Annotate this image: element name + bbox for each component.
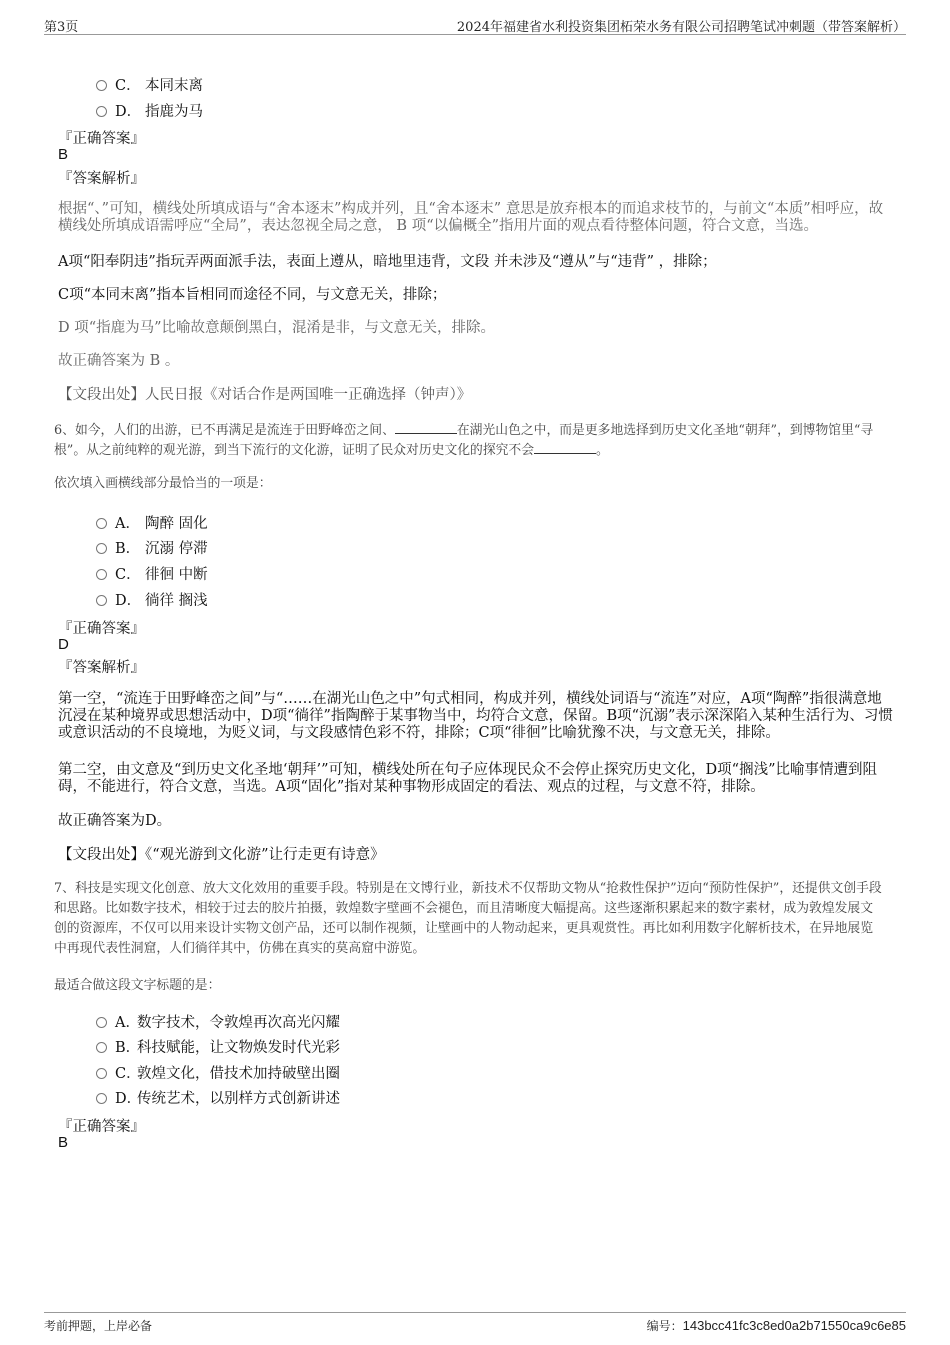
q5-analysis-paragraph: A项“阳奉阴违”指玩弄两面派手法，表面上遵从，暗地里违背，文段 并未涉及“遵从”与“违背” ，排除； bbox=[58, 254, 717, 270]
document-code: 编号：143bcc41fc3c8ed0a2b71550ca9c6e85 bbox=[646, 1318, 906, 1333]
radio-icon[interactable] bbox=[96, 106, 107, 117]
radio-icon[interactable] bbox=[96, 1042, 107, 1053]
q5-source: 【文段出处】人民日报《对话合作是两国唯一正确选择（钟声）》 bbox=[58, 387, 472, 403]
radio-icon[interactable] bbox=[96, 1017, 107, 1028]
page-footer bbox=[44, 1312, 906, 1335]
radio-icon[interactable] bbox=[96, 595, 107, 606]
q6-option-d[interactable]: D． 徜徉 搁浅 bbox=[96, 589, 208, 610]
q5-answer: B bbox=[58, 146, 69, 163]
page-header bbox=[44, 14, 906, 35]
q6-prompt: 依次填入画横线部分最恰当的一项是： bbox=[54, 476, 272, 491]
radio-icon[interactable] bbox=[96, 1068, 107, 1079]
q7-prompt: 最适合做这段文字标题的是： bbox=[54, 978, 221, 993]
radio-icon[interactable] bbox=[96, 1093, 107, 1104]
blank-line bbox=[534, 441, 596, 454]
radio-icon[interactable] bbox=[96, 518, 107, 529]
q5-analysis-paragraph: D 项“指鹿为马”比喻故意颠倒黑白，混淆是非，与文意无关，排除。 bbox=[58, 320, 496, 336]
q6-option-a[interactable]: A． 陶醉 固化 bbox=[96, 512, 208, 533]
q6-analysis-paragraph: 第二空，由文意及“到历史文化圣地‘朝拜’”可知，横线处所在句子应体现民众不会停止探究历史文化，D项“搁浅”比喻事情遭到阻碍，不能进行，符合文意，当选。A项“固化”指对某种事物形成固定的看法、观点的过程，与文意不符，排除。 bbox=[58, 762, 877, 795]
q5-answer-label: 『正确答案』 bbox=[58, 131, 145, 147]
radio-icon[interactable] bbox=[96, 569, 107, 580]
q7-answer-label: 『正确答案』 bbox=[58, 1119, 145, 1135]
q5-analysis-paragraph: 根据“、”可知，横线处所填成语与“舍本逐末”构成并列，且“舍本逐末” 意思是放弃根本的而追求枝节的，与前文“本质”相呼应，故横线处所填成语需呼应“全局”，表达忽视全局之意， B 项“以偏概全”指用片面的观点看待整体问题，符合文意，当选。 bbox=[58, 201, 884, 234]
q5-analysis-paragraph: 故正确答案为 B 。 bbox=[58, 353, 180, 369]
q7-stem: 7、科技是实现文化创意、放大文化效用的重要手段。特别是在文博行业，新技术不仅帮助文物从“抢救性保护”迈向“预防性保护”，还提供文创手段和思路。比如数字技术，相较于过去的胶片拍摄，敦煌数字壁画不会褪色，而且清晰度大幅提高。这些逐渐积累起来的数字素材，成为敦煌发展文创的资源库，不仅可以用来设计实物文创产品，还可以制作视频，让壁画中的人物动起来，更具观赏性。再比如利用数字化解析技术，在异地展览中再现代表性洞窟，人们徜徉其中，仿佛在真实的莫高窟中游览。 bbox=[54, 881, 882, 956]
q5-option-c[interactable]: C． 本同末离 bbox=[96, 74, 203, 95]
page-number: 第3页 bbox=[44, 20, 79, 35]
q5-analysis-label: 『答案解析』 bbox=[58, 171, 145, 187]
document-title: 2024年福建省水利投资集团柘荣水务有限公司招聘笔试冲刺题（带答案解析） bbox=[456, 20, 906, 35]
q6-stem: 6、如今，人们的出游，已不再满足是流连于田野峰峦之间、 在湖光山色之中，而是更多地选择到历史文化圣地“朝拜”，到博物馆里“寻根”。从之前纯粹的观光游，到当下流行的文化游，证明了民众对历史文化的探究不会 。 bbox=[54, 423, 874, 458]
q6-analysis-paragraph: 故正确答案为D。 bbox=[58, 813, 172, 829]
q6-option-c[interactable]: C． 徘徊 中断 bbox=[96, 563, 208, 584]
q6-analysis-paragraph: 第一空，“流连于田野峰峦之间”与“……在湖光山色之中”句式相同，构成并列，横线处词语与“流连”对应，A项“陶醉”指很满意地沉浸在某种境界或思想活动中，D项“徜徉”指陶醉于某事物当中，均符合文意，保留。B项“沉溺”表示深深陷入某种生活行为、习惯或意识活动的不良境地，为贬义词，与文段感情色彩不符，排除；C项“徘徊”比喻犹豫不决，与文意无关，排除。 bbox=[58, 691, 893, 741]
q6-answer-label: 『正确答案』 bbox=[58, 621, 145, 637]
q7-option-b[interactable]: B．科技赋能，让文物焕发时代光彩 bbox=[96, 1036, 340, 1057]
q7-option-d[interactable]: D．传统艺术，以别样方式创新讲述 bbox=[96, 1087, 340, 1108]
q5-option-d[interactable]: D． 指鹿为马 bbox=[96, 100, 203, 121]
q6-analysis-label: 『答案解析』 bbox=[58, 660, 145, 676]
q6-source: 【文段出处】《“观光游到文化游”让行走更有诗意》 bbox=[58, 847, 385, 863]
q7-option-c[interactable]: C．敦煌文化，借技术加持破壁出圈 bbox=[96, 1062, 340, 1083]
q6-option-b[interactable]: B． 沉溺 停滞 bbox=[96, 537, 208, 558]
q7-answer: B bbox=[58, 1134, 69, 1151]
footer-slogan: 考前押题，上岸必备 bbox=[44, 1319, 153, 1333]
radio-icon[interactable] bbox=[96, 80, 107, 91]
q6-answer: D bbox=[58, 636, 69, 653]
radio-icon[interactable] bbox=[96, 543, 107, 554]
q5-analysis-paragraph: C项“本同末离”指本旨相同而途径不同，与文意无关，排除； bbox=[58, 287, 447, 303]
q7-option-a[interactable]: A．数字技术，令敦煌再次高光闪耀 bbox=[96, 1011, 340, 1032]
blank-line bbox=[395, 421, 457, 434]
